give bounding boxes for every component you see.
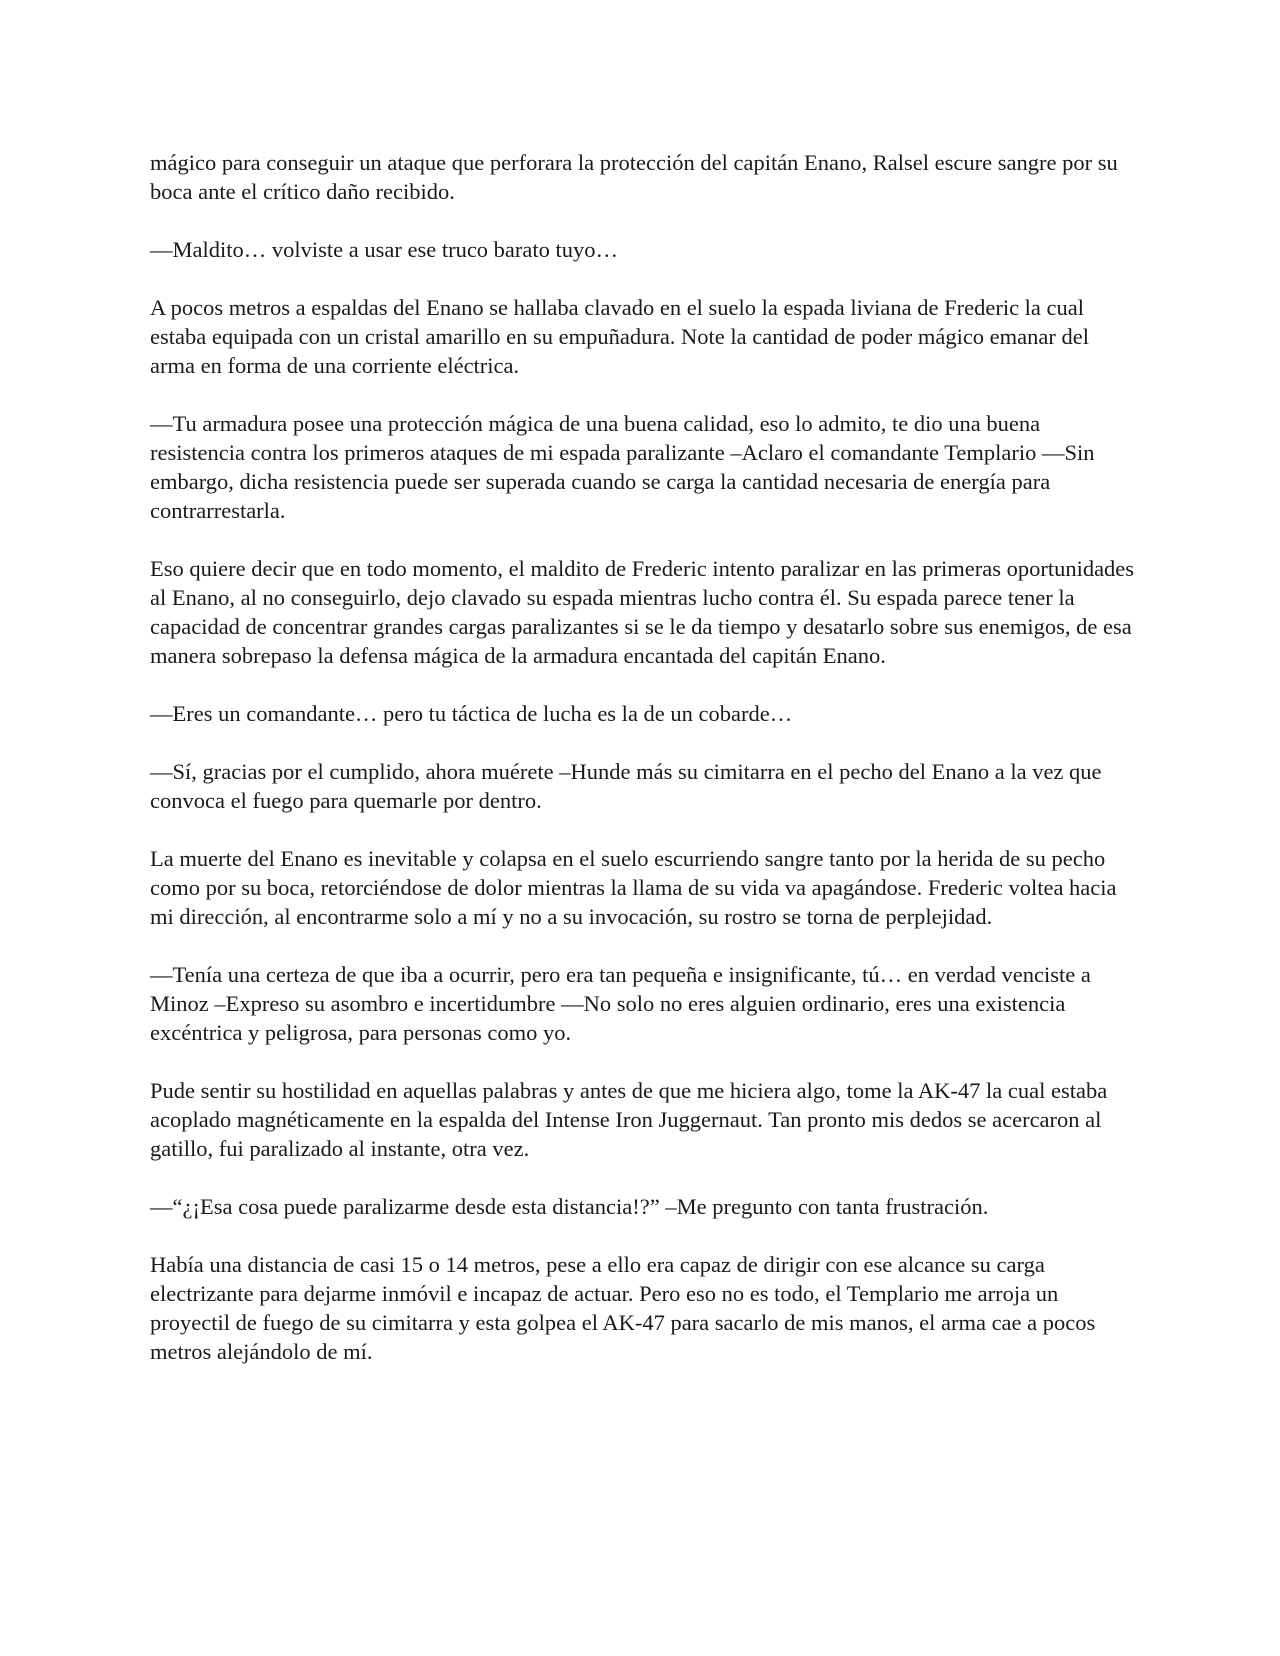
paragraph-2: —Maldito… volviste a usar ese truco barato tuyo… [150, 237, 619, 262]
paragraph-5: Eso quiere decir que en todo momento, el maldito de Frederic intento paralizar en las primeras oportunidades al Enano, al no conseguirlo, dejo clavado su espada mientras lucho contra él. Su espada parece tener la capacidad de concentrar grandes cargas paralizantes si se le da tiempo y desatarlo sobre sus enemigos, de esa manera sobrepaso la defensa mágica de la armadura encantada del capitán Enano. [150, 556, 1135, 668]
paragraph-1: mágico para conseguir un ataque que perforara la protección del capitán Enano, Ralsel escure sangre por su boca ante el crítico daño recibido. [150, 150, 1118, 204]
paragraph-6: —Eres un comandante… pero tu táctica de lucha es la de un cobarde… [150, 701, 793, 726]
paragraph-3: A pocos metros a espaldas del Enano se hallaba clavado en el suelo la espada liviana de Frederic la cual estaba equipada con un cristal amarillo en su empuñadura. Note la cantidad de poder mágico emanar del arma en forma de una corriente eléctrica. [150, 295, 1090, 378]
paragraph-4: —Tu armadura posee una protección mágica de una buena calidad, eso lo admito, te dio una buena resistencia contra los primeros ataques de mi espada paralizante –Aclaro el comandante Templario —Sin embargo, dicha resistencia puede ser superada cuando se carga la cantidad necesaria de energía para contrarrestarla. [150, 411, 1095, 523]
paragraph-11: —“¿¡Esa cosa puede paralizarme desde esta distancia!?” –Me pregunto con tanta frustración. [150, 1194, 989, 1219]
paragraph-9: —Tenía una certeza de que iba a ocurrir, pero era tan pequeña e insignificante, tú… en verdad venciste a Minoz –Expreso su asombro e incertidumbre —No solo no eres alguien ordinario, eres una existencia excéntrica y peligrosa, para personas como yo. [150, 962, 1091, 1045]
paragraph-7: —Sí, gracias por el cumplido, ahora muérete –Hunde más su cimitarra en el pecho del Enano a la vez que convoca el fuego para quemarle por dentro. [150, 759, 1102, 813]
paragraph-12: Había una distancia de casi 15 o 14 metros, pese a ello era capaz de dirigir con ese alcance su carga electrizante para dejarme inmóvil e incapaz de actuar. Pero eso no es todo, el Templario me arroja un proyectil de fuego de su cimitarra y esta golpea el AK-47 para sacarlo de mis manos, el arma cae a pocos metros alejándolo de mí. [150, 1252, 1096, 1364]
body-text [150, 148, 1135, 1395]
paragraph-8: La muerte del Enano es inevitable y colapsa en el suelo escurriendo sangre tanto por la herida de su pecho como por su boca, retorciéndose de dolor mientras la llama de su vida va apagándose. Frederic voltea hacia mi dirección, al encontrarme solo a mí y no a su invocación, su rostro se torna de perplejidad. [150, 846, 1117, 929]
paragraph-10: Pude sentir su hostilidad en aquellas palabras y antes de que me hiciera algo, tome la AK-47 la cual estaba acoplado magnéticamente en la espalda del Intense Iron Juggernaut. Tan pronto mis dedos se acercaron al gatillo, fui paralizado al instante, otra vez. [150, 1078, 1108, 1161]
